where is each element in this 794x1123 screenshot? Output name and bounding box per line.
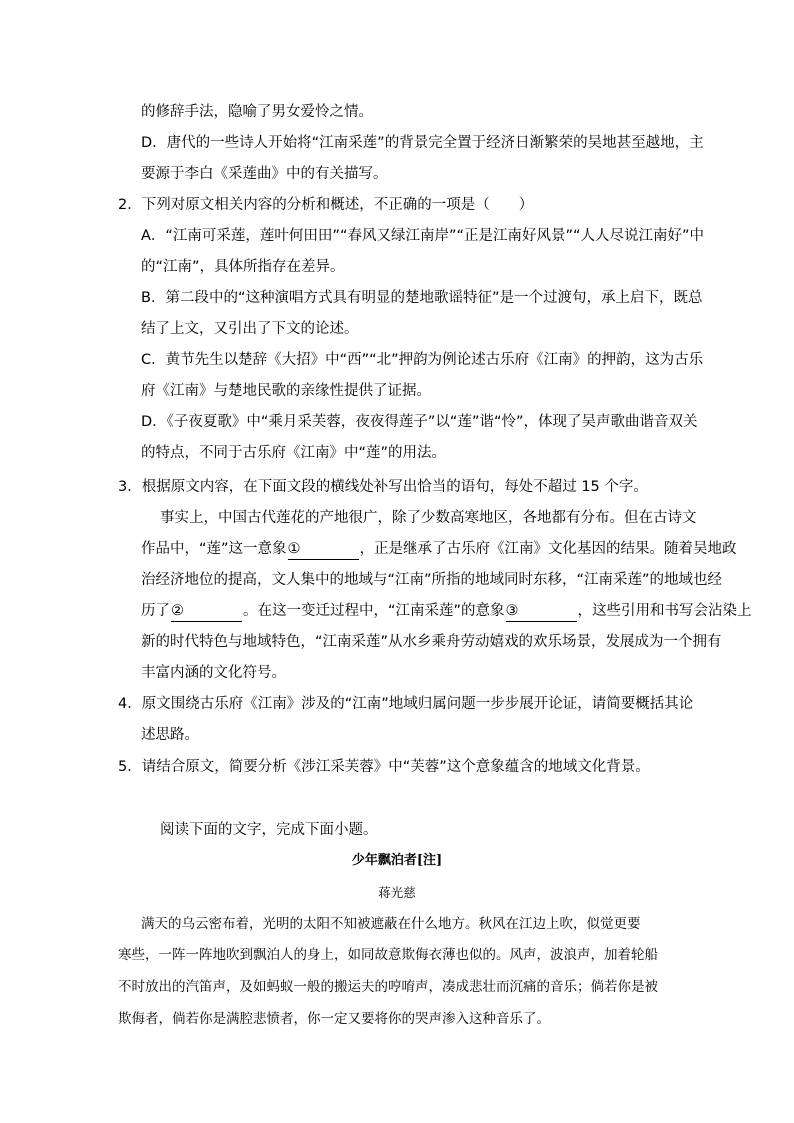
q3-passage-text: 历了 xyxy=(141,603,170,619)
q2-option-a-line2: 的“江南”，具体所指存在差异。 xyxy=(141,259,345,275)
q3-passage-line4 xyxy=(141,601,752,621)
q2-option-b-line1: B．第二段中的“这种演唱方式具有明显的楚地歌谣特征”是一个过渡句，承上启下，既总 xyxy=(141,290,703,306)
q2-option-d-line1: D．《子夜夏歌》中“乘月采芙蓉，夜夜得莲子”以“莲”谐“怜”，体现了吴声歌曲谐音双关 xyxy=(141,414,698,430)
story-line-3: 不时放出的汽笛声，及如蚂蚁一般的搬运夫的哼唷声，凑成悲壮而沉痛的音乐；倘若你是被 xyxy=(118,979,658,995)
story-line-2: 寒些，一阵一阵地吹到飘泊人的身上，如同故意欺侮衣薄也似的。风声，波浪声，加着轮船 xyxy=(118,947,658,963)
q4-line2: 述思路。 xyxy=(141,727,199,743)
fill-blank-1[interactable]: ① xyxy=(288,539,359,560)
q1-option-c-tail: 的修辞手法，隐喻了男女爱怜之情。 xyxy=(141,104,373,120)
q1-option-d-line1: D．唐代的一些诗人开始将“江南采莲”的背景完全置于经济日渐繁荣的吴地甚至越地，主 xyxy=(141,135,704,151)
story-title: 少年飘泊者[注] xyxy=(351,853,443,868)
q5-line1: 5．请结合原文，简要分析《涉江采芙蓉》中“芙蓉”这个意象蕴含的地域文化背景。 xyxy=(118,759,650,775)
q2-option-c-line2: 府《江南》与楚地民歌的亲缘性提供了证据。 xyxy=(141,383,431,399)
story-author: 蒋光慈 xyxy=(378,885,416,900)
q3-passage-line6: 丰富内涵的文化符号。 xyxy=(141,665,286,681)
q3-passage-line1: 事实上，中国古代莲花的产地很广，除了少数高寒地区，各地都有分布。但在古诗文 xyxy=(160,510,697,526)
q2-stem: 2．下列对原文相关内容的分析和概述，不正确的一项是（ ） xyxy=(118,197,534,213)
q3-passage-line5: 新的时代特色与地域特色，“江南采莲”从水乡乘舟劳动嬉戏的欢乐场景，发展成为一个拥有 xyxy=(141,634,722,650)
q2-option-a-line1: A．“江南可采莲，莲叶何田田”“春风又绿江南岸”“正是江南好风景”“人人尽说江南好”中 xyxy=(141,228,705,244)
q4-line1: 4．原文围绕古乐府《江南》涉及的“江南”地域归属问题一步步展开论证，请简要概括其论 xyxy=(118,696,694,712)
q3-passage-text: 。在这一变迁过程中，“江南采莲”的意象 xyxy=(243,603,505,619)
q3-passage-text: 作品中，“莲”这一意象 xyxy=(141,541,287,557)
q3-stem: 3．根据原文内容，在下面文段的横线处补写出恰当的语句，每处不超过 15 个字。 xyxy=(118,479,648,495)
fill-blank-2[interactable]: ② xyxy=(171,601,242,622)
q3-passage-line2 xyxy=(141,539,737,559)
q3-passage-line3: 治经济地位的提高，文人集中的地域与“江南”所指的地域同时东移，“江南采莲”的地域也经 xyxy=(141,572,723,588)
story-line-1: 满天的乌云密布着，光明的太阳不知被遮蔽在什么地方。秋风在江边上吹，似觉更要 xyxy=(141,916,641,932)
q1-option-d-line2: 要源于李白《采莲曲》中的有关描写。 xyxy=(141,166,388,182)
q3-passage-text: ，正是继承了古乐府《江南》文化基因的结果。随着吴地政 xyxy=(359,541,737,557)
q2-option-c-line1: C．黄节先生以楚辞《大招》中“西”“北”押韵为例论述古乐府《江南》的押韵，这为古乐 xyxy=(141,352,704,368)
q2-option-b-line2: 结了上文，又引出了下文的论述。 xyxy=(141,321,359,337)
story-line-4: 欺侮者，倘若你是满腔悲愤者，你一定又要将你的哭声渗入这种音乐了。 xyxy=(118,1011,550,1027)
fill-blank-3[interactable]: ③ xyxy=(506,601,577,622)
reading-instruction: 阅读下面的文字，完成下面小题。 xyxy=(160,822,378,838)
q3-passage-text: ，这些引用和书写会沾染上 xyxy=(577,603,752,619)
q2-option-d-line2: 的特点，不同于古乐府《江南》中“莲”的用法。 xyxy=(141,445,447,461)
